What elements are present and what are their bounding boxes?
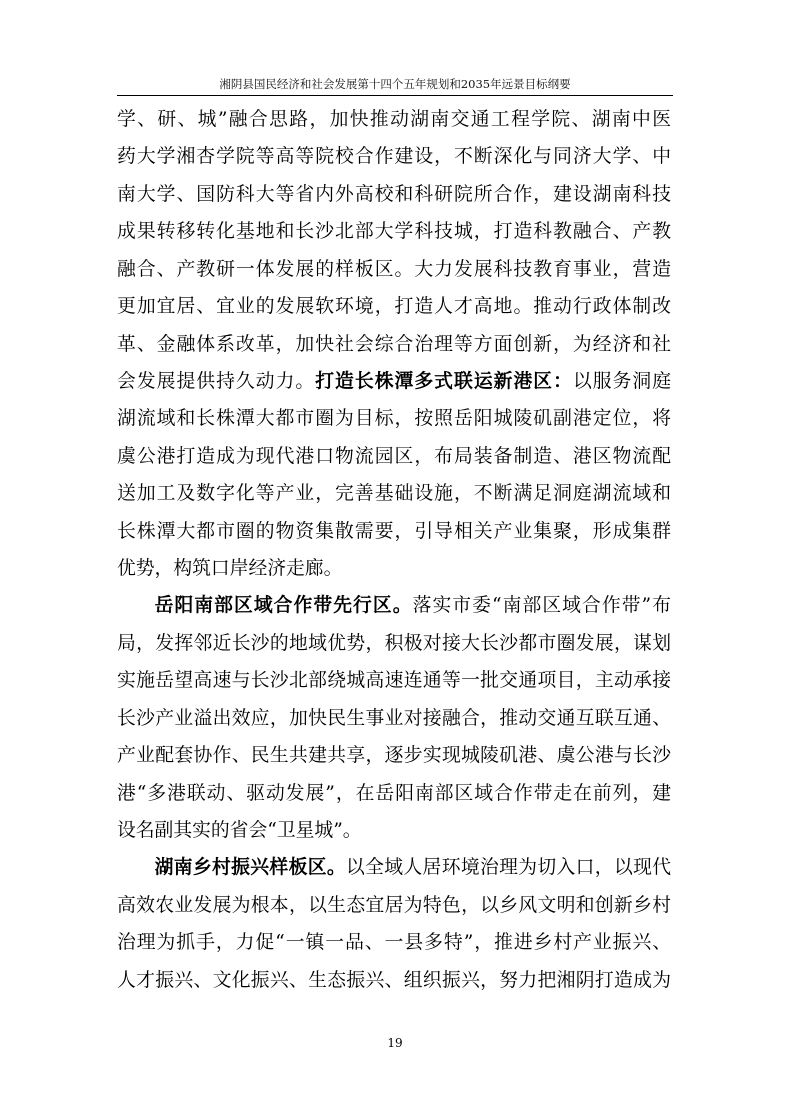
- text-line: 融合、产教研一体发展的样板区。大力发展科技教育事业，营造: [117, 258, 671, 280]
- text-line: [117, 363, 671, 400]
- paragraph: [117, 101, 671, 587]
- text-line: 送加工及数字化等产业，完善基础设施，不断满足洞庭湖流域和: [117, 483, 671, 505]
- text-line: 局，发挥邻近长沙的地域优势，积极对接大长沙都市圈发展，谋划: [117, 632, 671, 654]
- paragraph: [117, 587, 671, 849]
- section-heading: 岳阳南部区域合作带先行区。: [154, 594, 413, 617]
- text-line: 长株潭大都市圈的物资集散需要，引导相关产业集聚，形成集群: [117, 520, 671, 542]
- paragraph: [117, 849, 671, 999]
- text-line: 港“多港联动、驱动发展”，在岳阳南部区域合作带走在前列，建: [117, 782, 671, 804]
- text-line: 湖流域和长株潭大都市圈为目标，按照岳阳城陵矶副港定位，将: [117, 408, 671, 430]
- text-line: 学、研、城”融合思路，加快推动湖南交通工程学院、湖南中医: [117, 109, 671, 130]
- text-line: 实施岳望高速与长沙北部绕城高速连通等一批交通项目，主动承接: [117, 670, 671, 692]
- text-line: 成果转移转化基地和长沙北部大学科技城，打造科教融合、产教: [117, 221, 671, 243]
- text-segment: 以服务洞庭: [572, 370, 672, 392]
- page-number: 19: [387, 1036, 403, 1050]
- section-heading: 湖南乡村振兴样板区。: [154, 856, 346, 879]
- text-line: 南大学、国防科大等省内外高校和科研院所合作，建设湖南科技: [117, 183, 671, 205]
- text-line: 产业配套协作、民生共建共享，逐步实现城陵矶港、虞公港与长沙: [117, 745, 671, 767]
- text-line: 革、金融体系改革，加快社会综合治理等方面创新，为经济和社: [117, 333, 671, 355]
- text-line: [117, 849, 671, 886]
- text-line: 更加宜居、宜业的发展软环境，打造人才高地。推动行政体制改: [117, 296, 671, 318]
- text-segment: 会发展提供持久动力。: [117, 370, 316, 392]
- running-header: 湘阴县国民经济和社会发展第十四个五年规划和2035年远景目标纲要: [219, 77, 571, 91]
- text-line: 高效农业发展为根本，以生态宜居为特色，以乡风文明和创新乡村: [117, 894, 671, 916]
- body-text: [117, 101, 671, 999]
- text-segment: 以全域人居环境治理为切入口，以现代: [346, 857, 672, 879]
- text-segment: 落实市委“南部区域合作带”布: [412, 595, 672, 617]
- header-rule: [117, 95, 673, 96]
- text-line: 治理为抓手，力促“一镇一品、一县多特”，推进乡村产业振兴、: [117, 932, 671, 954]
- text-line: 优势，构筑口岸经济走廊。: [117, 558, 343, 580]
- text-line: [117, 587, 671, 624]
- text-line: 人才振兴、文化振兴、生态振兴、组织振兴，努力把湘阴打造成为: [117, 969, 671, 991]
- section-heading: 打造长株潭多式联运新港区：: [315, 369, 573, 392]
- text-line: 虞公港打造成为现代港口物流园区，布局装备制造、港区物流配: [117, 445, 671, 467]
- text-line: 设名副其实的省会“卫星城”。: [117, 820, 362, 842]
- text-line: 药大学湘杏学院等高等院校合作建设，不断深化与同济大学、中: [117, 146, 671, 168]
- text-line: 长沙产业溢出效应，加快民生事业对接融合，推动交通互联互通、: [117, 707, 671, 729]
